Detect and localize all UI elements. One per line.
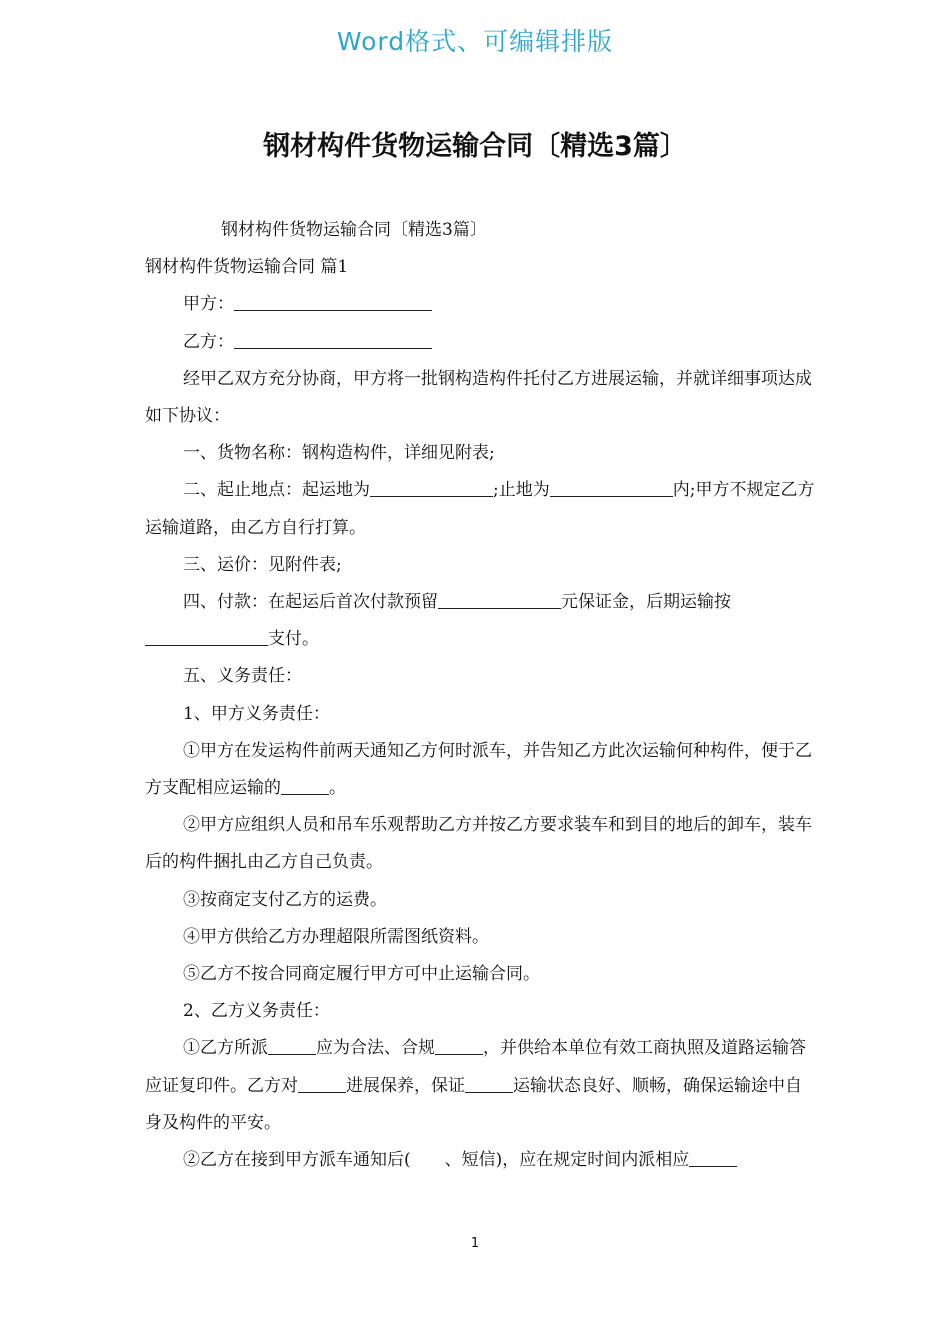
blank-line	[145, 627, 268, 646]
party-a-duties-title: 1、甲方义务责任：	[183, 703, 330, 724]
party-a-line	[145, 286, 815, 323]
party-b-duty-2	[145, 1142, 815, 1179]
blank-line	[435, 1036, 483, 1055]
intro-paragraph: 经甲乙双方充分协商，甲方将一批钢构造构件托付乙方进展运输，并就详细事项达成如下协议：	[145, 368, 812, 427]
clause-text: ;止地为	[493, 480, 550, 501]
clause-text: 。	[329, 778, 346, 799]
clause-text: ，并供给本单位有效工商执照及道路运输答应证复印件。乙方对	[145, 1038, 806, 1096]
party-b-label: 乙方：	[183, 331, 234, 352]
blank-line	[438, 590, 561, 609]
clause-text: 元保证金，后期运输按	[561, 592, 731, 613]
document-title: 钢材构件货物运输合同〔精选3篇〕	[263, 131, 687, 162]
clause-text: 进展保养，保证	[346, 1075, 465, 1096]
clause-2	[145, 472, 815, 546]
party-a-duty-2: ②甲方应组织人员和吊车乐观帮助乙方并按乙方要求装车和到目的地后的卸车，装车后的构件捆扎由乙方自己负责。	[145, 815, 812, 873]
section-heading: 钢材构件货物运输合同 篇1	[145, 257, 349, 278]
clause-text: 四、付款：在起运后首次付款预留	[183, 592, 438, 613]
clause-text: ①乙方所派	[183, 1038, 268, 1059]
blank-line	[281, 776, 329, 795]
clause-5: 五、义务责任：	[183, 666, 302, 687]
blank-line	[298, 1074, 346, 1093]
clause-text: 运输状态良好、顺畅，确保运输途中自身及构件的平安。	[145, 1075, 802, 1133]
blank-line	[268, 1036, 316, 1055]
page-number: 1	[470, 1236, 480, 1251]
clause-text: 应为合法、合规	[316, 1038, 435, 1059]
blank-line	[689, 1148, 737, 1167]
party-a-duty-5: ⑤乙方不按合同商定履行甲方可中止运输合同。	[183, 964, 540, 985]
blank-line	[550, 478, 673, 497]
party-a-duty-4: ④甲方供给乙方办理超限所需图纸资料。	[183, 926, 489, 947]
document-subtitle: 钢材构件货物运输合同〔精选3篇〕	[221, 220, 487, 240]
party-b-line	[145, 324, 815, 361]
blank-line	[370, 478, 493, 497]
party-a-duty-3: ③按商定支付乙方的运费。	[183, 889, 387, 910]
clause-text: ①甲方在发运构件前两天通知乙方何时派车，并告知乙方此次运输何种构件，便于乙方支配相应运输的	[145, 740, 812, 799]
blank-line	[234, 330, 432, 349]
clause-4	[145, 584, 815, 658]
blank-line	[234, 292, 432, 311]
clause-text: 二、起止地点：起运地为	[183, 480, 370, 501]
party-b-duty-1	[145, 1030, 815, 1142]
watermark-header: Word格式、可编辑排版	[336, 27, 614, 56]
clause-text: 内;甲方不规定乙方运输道路，由乙方自行打算。	[145, 480, 815, 538]
party-a-label: 甲方：	[183, 294, 234, 315]
party-b-duties-title: 2、乙方义务责任：	[183, 1001, 330, 1022]
clause-text: ②乙方在接到甲方派车通知后( 、短信)，应在规定时间内派相应	[183, 1150, 690, 1171]
clause-text: 支付。	[268, 629, 319, 650]
document-body	[145, 212, 815, 1179]
clause-3: 三、运价：见附件表;	[183, 554, 342, 575]
clause-1: 一、货物名称：钢构造构件，详细见附表;	[183, 443, 495, 464]
blank-line	[465, 1074, 513, 1093]
party-a-duty-1	[145, 733, 815, 807]
